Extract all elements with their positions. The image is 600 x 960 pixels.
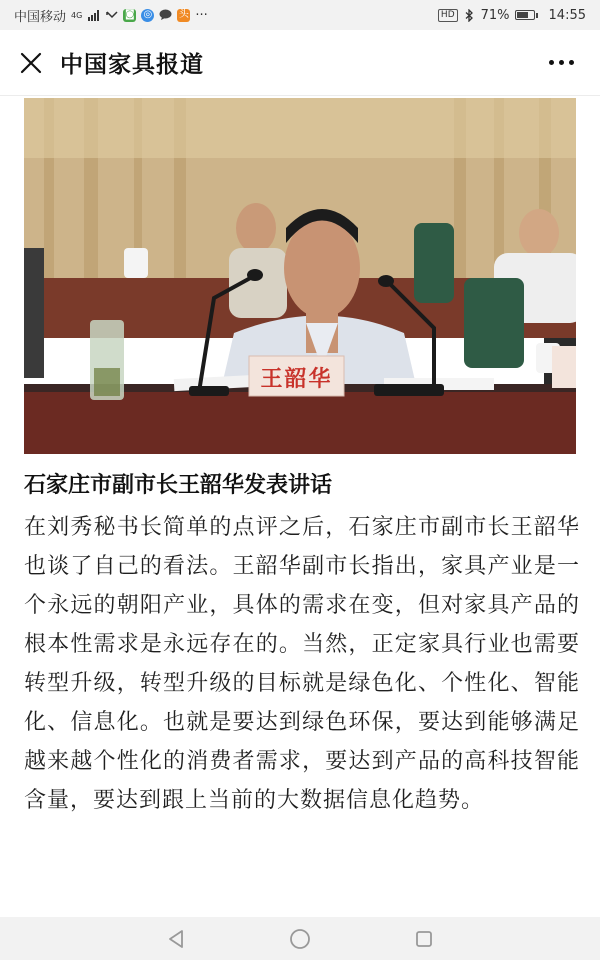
battery-level bbox=[517, 12, 528, 18]
more-notifications-label: ··· bbox=[195, 7, 208, 23]
recents-square-icon bbox=[415, 930, 433, 948]
article-photo bbox=[24, 98, 576, 454]
close-button[interactable] bbox=[14, 46, 48, 80]
status-right bbox=[438, 8, 586, 23]
home-button[interactable] bbox=[288, 927, 312, 951]
news-app-icon: 头 bbox=[178, 9, 189, 20]
more-dot-icon bbox=[569, 60, 574, 65]
recents-button[interactable] bbox=[412, 927, 436, 951]
network-type-label: 4G bbox=[71, 10, 83, 20]
clock: 14:55 bbox=[548, 7, 586, 23]
nav-bar bbox=[0, 30, 600, 96]
message-notification-icon bbox=[159, 9, 172, 22]
system-navigation-bar bbox=[0, 917, 600, 960]
more-dot-icon bbox=[549, 60, 554, 65]
signal-icon bbox=[87, 9, 100, 22]
more-menu-button[interactable] bbox=[549, 48, 574, 78]
photo-caption: 石家庄市副市长王韶华发表讲话 bbox=[24, 473, 333, 498]
browser-notification-icon: ◎ bbox=[141, 9, 154, 22]
nameplate-text: 王韶华 bbox=[260, 366, 333, 392]
close-icon bbox=[20, 52, 42, 74]
status-left bbox=[14, 6, 208, 25]
article-body: 在刘秀秘书长简单的点评之后，石家庄市副市长王韶华也谈了自己的看法。王韶华副市长指出，家具产业是一个永远的朝阳产业，具体的需求在变，但对家具产品的根本性需求是永远存在的。当然，正定家具行业也需要转型升级，转型升级的目标就是绿色化、个性化、智能化、信息化。也就是要达到绿色环保，要达到能够满足越来越个性化的消费者需求，要达到产品的高科技智能含量，要达到跟上当前的大数据信息化趋势。 bbox=[24, 515, 580, 813]
page-title: 中国家具报道 bbox=[60, 52, 204, 78]
back-triangle-icon bbox=[167, 929, 185, 949]
battery-percent: 71% bbox=[480, 7, 510, 23]
carrier-label: 中国移动 bbox=[14, 9, 67, 25]
battery-icon bbox=[515, 10, 535, 20]
home-circle-icon bbox=[289, 928, 311, 950]
more-dot-icon bbox=[559, 60, 564, 65]
status-bar bbox=[0, 0, 600, 30]
hd-voice-badge: HD bbox=[438, 9, 458, 22]
app-notification-icon: ◙ bbox=[124, 9, 135, 20]
back-button[interactable] bbox=[164, 927, 188, 951]
meeting-photo bbox=[24, 98, 576, 454]
battery-tip bbox=[536, 13, 538, 18]
bluetooth-icon bbox=[463, 9, 476, 22]
missed-call-icon bbox=[105, 9, 118, 22]
